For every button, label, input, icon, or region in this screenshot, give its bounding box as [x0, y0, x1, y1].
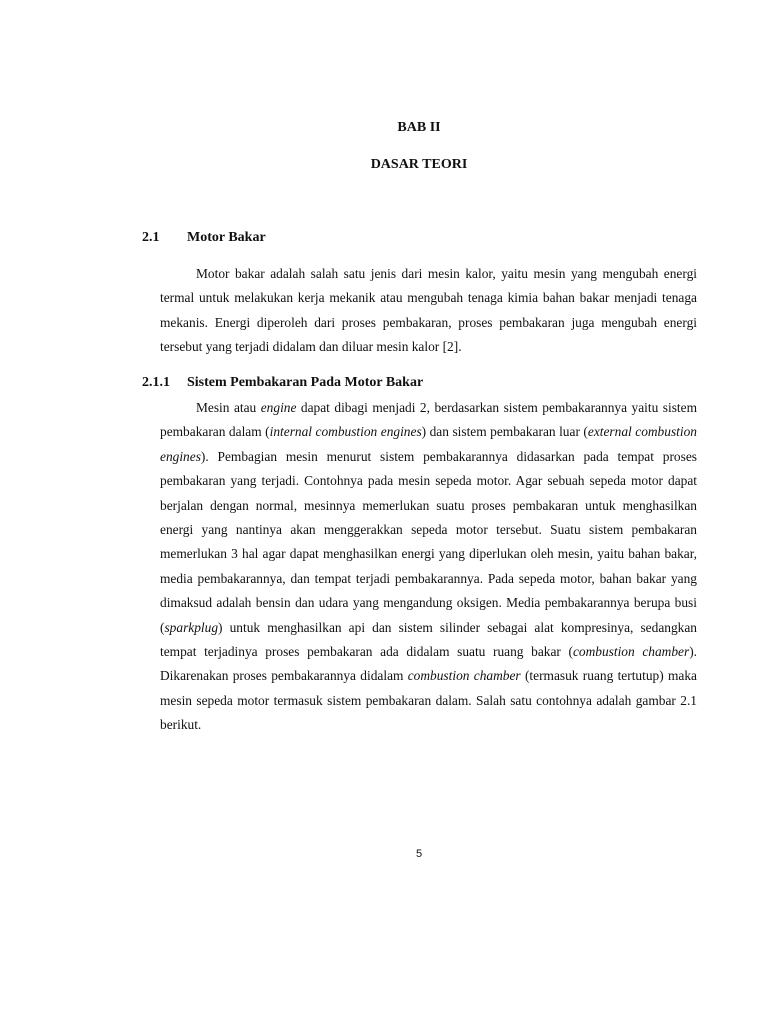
- text-run: ) untuk menghasilkan api dan sistem silinder sebagai alat kompresinya, sedangkan tempat terjadinya proses pembakaran ada didalam suatu ruang bakar (: [160, 619, 697, 660]
- italic-term: sparkplug: [164, 619, 219, 635]
- chapter-number: BAB II: [397, 120, 441, 135]
- italic-term: internal combustion engines: [269, 424, 422, 440]
- section-title: Motor Bakar: [187, 230, 266, 245]
- section-heading-2-1: [142, 229, 266, 247]
- paragraph-sistem-pembakaran: [160, 396, 697, 738]
- text-run: ). Pembagian mesin menurut sistem pembakarannya didasarkan pada tempat proses pembakaran yang terjadi. Contohnya pada mesin sepeda motor. Agar sebuah sepeda motor dapat berjalan dengan normal, mesinnya memerlukan suatu proses pembakaran untuk menghasilkan energi yang nantinya akan menggerakkan sepeda motor tersebut. Suatu sistem pembakaran memerlukan 3 hal agar dapat menghasilkan energi yang diperlukan oleh mesin, yaitu bahan bakar, media pembakarannya, dan tempat terjadi pembakarannya. Pada sepeda motor, bahan bakar yang dimaksud adalah bensin dan udara yang mengandung oksigen. Media pembakarannya berupa busi (: [160, 448, 697, 635]
- section-heading-2-1-1: [142, 374, 423, 392]
- italic-term: combustion chamber: [572, 644, 690, 660]
- chapter-title: DASAR TEORI: [370, 157, 468, 172]
- text-run: (termasuk ruang tertutup) maka mesin sepeda motor termasuk sistem pembakaran dalam. Salah satu contohnya adalah gambar 2.1 berikut.: [160, 668, 697, 733]
- text-run: Mesin atau: [196, 400, 261, 415]
- italic-term: engine: [260, 400, 297, 415]
- text-run: ) dan sistem pembakaran luar (: [421, 424, 588, 440]
- text-run: ). Dikarenakan proses pembakarannya didalam: [160, 644, 697, 684]
- text-run: dapat dibagi menjadi 2, berdasarkan sistem pembakarannya yaitu sistem pembakaran dalam (: [160, 400, 697, 440]
- paragraph-motor-bakar: Motor bakar adalah salah satu jenis dari mesin kalor, yaitu mesin yang mengubah energi termal untuk melakukan kerja mekanik atau mengubah tenaga kimia bahan bakar menjadi tenaga mekanis. Energi diperoleh dari proses pembakaran, proses pembakaran juga mengubah energi tersebut yang terjadi didalam dan diluar mesin kalor [2].: [160, 266, 697, 355]
- subsection-number: 2.1.1: [142, 375, 170, 390]
- subsection-title: Sistem Pembakaran Pada Motor Bakar: [187, 375, 424, 390]
- italic-term: combustion chamber: [407, 668, 521, 684]
- page-number: 5: [415, 848, 423, 860]
- section-number: 2.1: [142, 230, 160, 245]
- italic-term: external combustion engines: [160, 424, 697, 464]
